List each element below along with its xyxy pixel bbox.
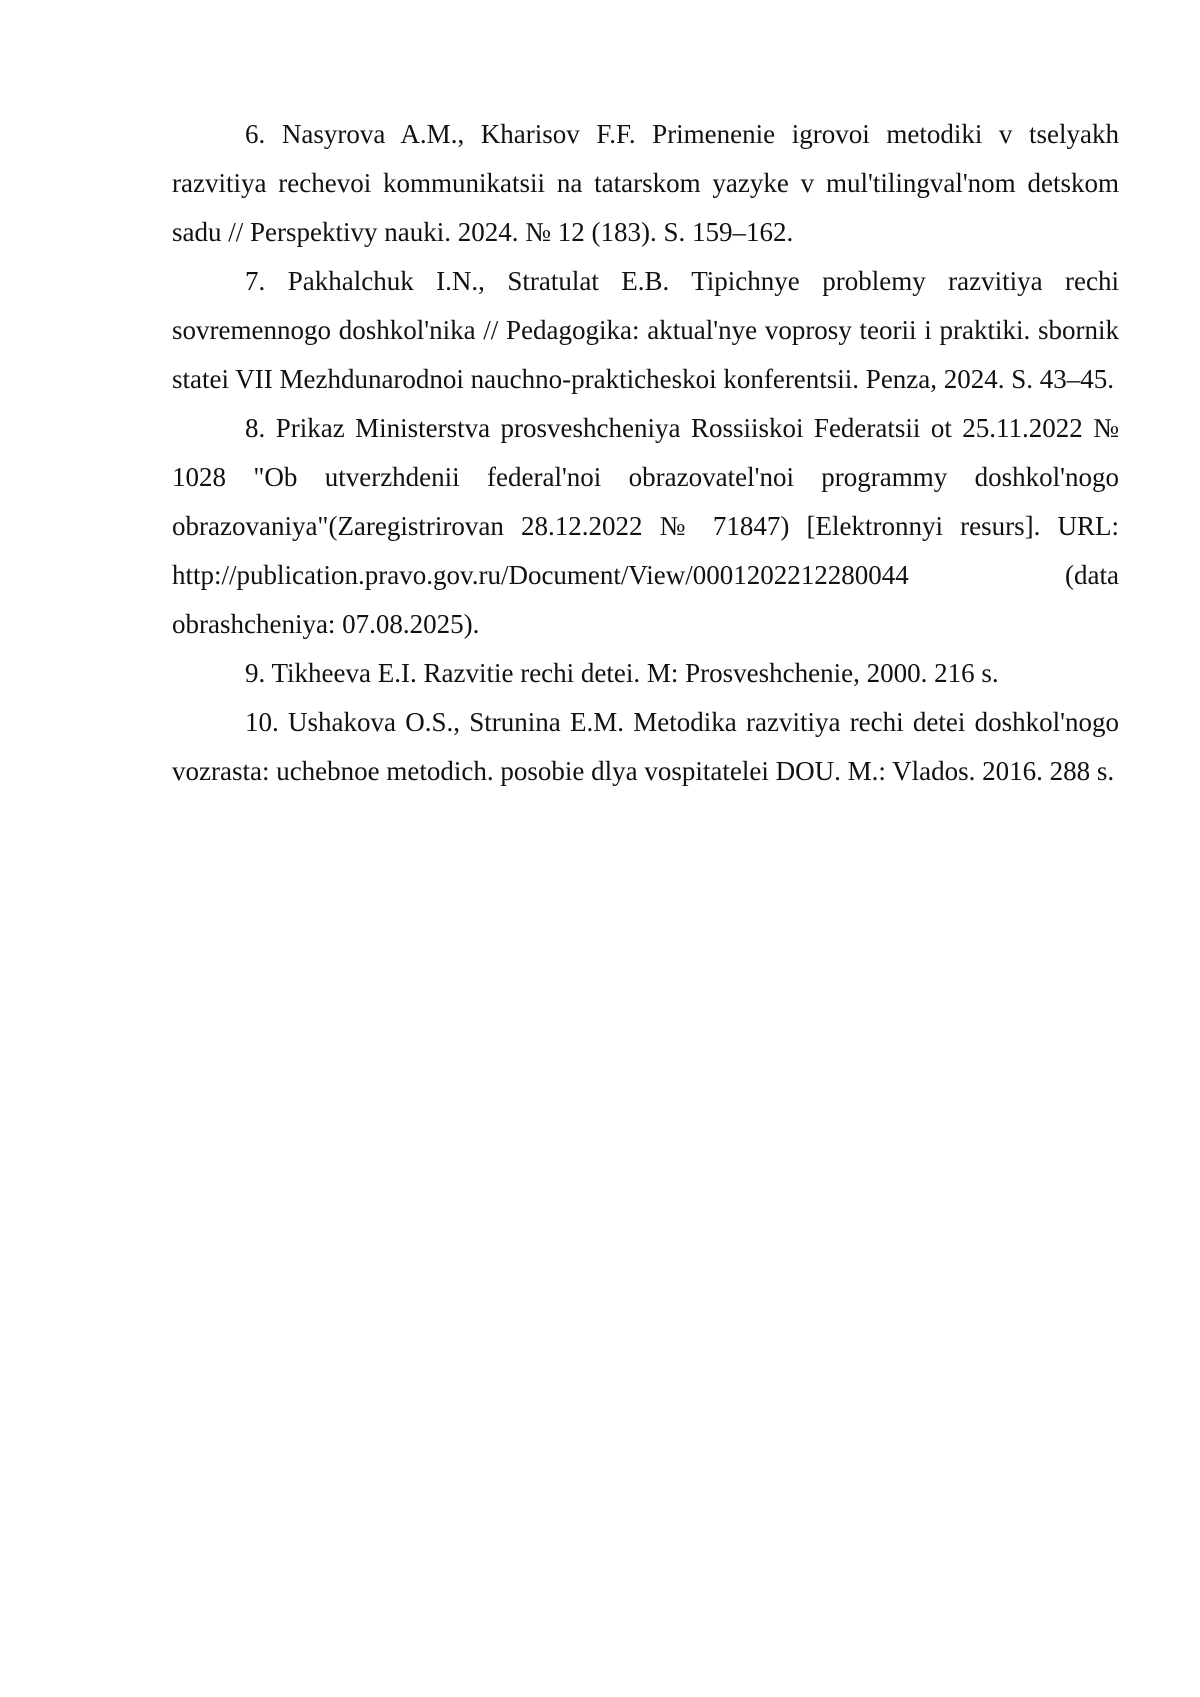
reference-text: Prikaz Ministerstva prosveshcheniya Rossiiskoi Federatsii ot 25.11.2022 № 1028 "Ob utverzhdenii federal'noi obrazovatel'noi programmy doshkol'nogo obrazovaniya"(Zaregistrirovan 28.12.2022 № 71847) [Elektronnyi resurs]. URL: http://publication.pravo.gov.ru/Document/View/0001202212280044 (data obrashcheniya: 07.08.2025). bbox=[172, 413, 1119, 639]
reference-number: 6. bbox=[245, 119, 266, 149]
reference-number: 8. bbox=[245, 413, 266, 443]
reference-text: Ushakova O.S., Strunina E.M. Metodika razvitiya rechi detei doshkol'nogo vozrasta: uchebnoe metodich. posobie dlya vospitatelei DOU. M.: Vlados. 2016. 288 s. bbox=[172, 707, 1120, 786]
reference-item bbox=[172, 649, 1119, 698]
reference-item bbox=[172, 698, 1119, 796]
reference-number: 10. bbox=[245, 707, 279, 737]
reference-text: Pakhalchuk I.N., Stratulat E.B. Tipichnye problemy razvitiya rechi sovremennogo doshkol'nika // Pedagogika: aktual'nye voprosy teorii i praktiki. sbornik statei VII Mezhdunarodnoi nauchno-prakticheskoi konferentsii. Penza, 2024. S. 43–45. bbox=[172, 266, 1120, 394]
reference-item bbox=[172, 404, 1119, 649]
reference-item bbox=[172, 257, 1119, 404]
reference-number: 9. bbox=[245, 658, 266, 688]
reference-text: Tikheeva E.I. Razvitie rechi detei. M: Prosveshchenie, 2000. 216 s. bbox=[271, 658, 999, 688]
reference-number: 7. bbox=[245, 266, 266, 296]
reference-item bbox=[172, 110, 1119, 257]
reference-text: Nasyrova A.M., Kharisov F.F. Primenenie igrovoi metodiki v tselyakh razvitiya rechevoi kommunikatsii na tatarskom yazyke v mul'tilingval'nom detskom sadu // Perspektivy nauki. 2024. № 12 (183). S. 159–162. bbox=[172, 119, 1119, 247]
reference-list bbox=[172, 110, 1119, 796]
